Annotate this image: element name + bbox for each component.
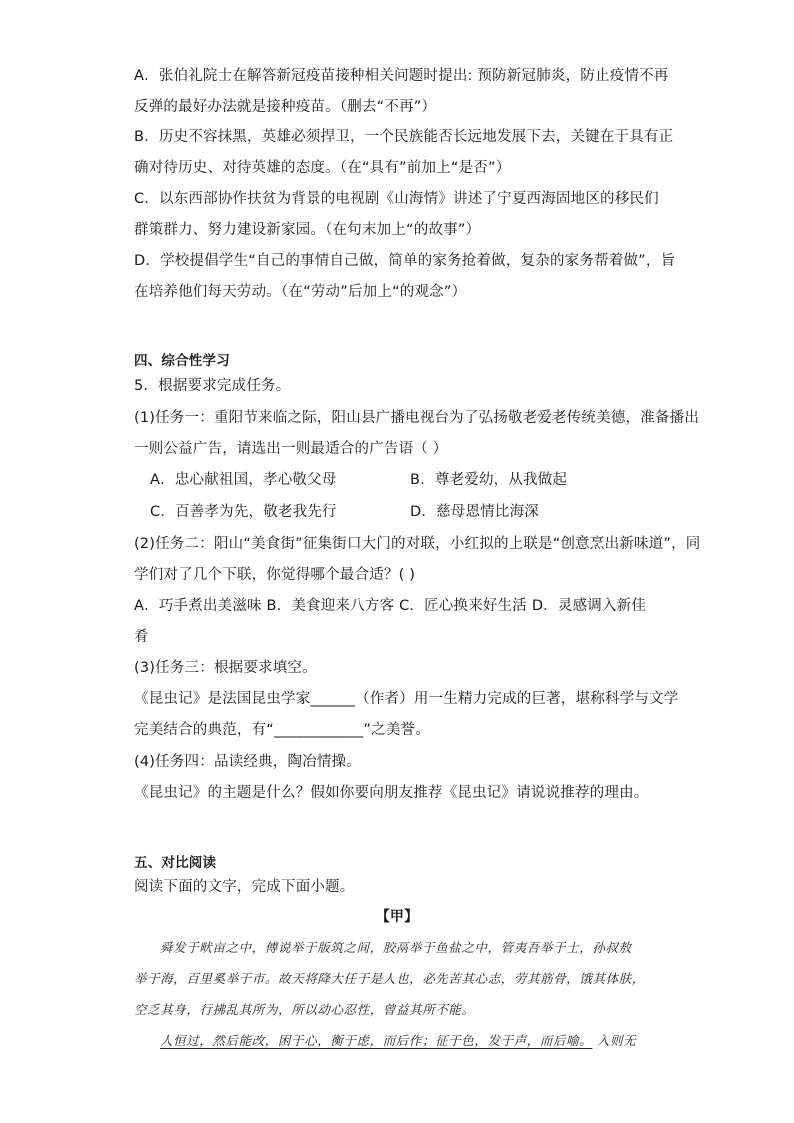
task2-options-line2: 肴 (134, 629, 149, 645)
task2-options-line1: A．巧手煮出美滋味 B．美食迎来八方客 C．匠心换来好生活 D．灵感调入新佳 (134, 598, 647, 614)
passage-title-jia: 【甲】 (375, 909, 419, 925)
task4-prompt: (4)任务四：品读经典，陶冶情操。 (134, 754, 361, 770)
section4-heading: 四、综合性学习 (134, 353, 230, 369)
task2-line1: (2)任务二：阳山“美食街”征集街口大门的对联，小红拟的上联是“创意烹出新味道”，同 (134, 536, 701, 552)
q4-option-b-line2: 确对待历史、对待英雄的态度。（在“具有”前加上“是否”） (134, 160, 511, 176)
q4-option-d-line2: 在培养他们每天劳动。（在“劳动”后加上“的观念”） (134, 284, 467, 300)
q4-option-b-line1: B．历史不容抹黑，英雄必须捍卫，一个民族能否长远地发展下去，关键在于具有正 (134, 129, 674, 145)
q4-option-c-line2: 群策群力、努力建设新家园。（在句末加上“的故事”） (134, 222, 481, 238)
task1-line2: 一则公益广告，请选出一则最适合的广告语（ ） (134, 441, 448, 457)
q4-option-d-line1: D．学校提倡学生“自己的事情自己做，简单的家务抢着做，复杂的家务帮着做”，旨 (134, 253, 676, 269)
task3-prompt: (3)任务三：根据要求填空。 (134, 660, 317, 676)
q4-option-c-line1: C．以东西部协作扶贫为背景的电视剧《山海情》讲述了宁夏西海固地区的移民们 (134, 191, 659, 207)
section5-instruction: 阅读下面的文字，完成下面小题。 (134, 879, 355, 895)
passage-line-3: 空乏其身，行拂乱其所为，所以动心忍性，曾益其所不能。 (134, 1002, 475, 1017)
passage-underlined-sentence: 人恒过，然后能改，困于心，衡于虑，而后作；征于色，发于声，而后喻。 (160, 1033, 593, 1048)
task1-option-d: D．慈母恩情比海深 (410, 504, 539, 520)
q4-option-a-line2: 反弹的最好办法就是接种疫苗。（删去“不再”） (134, 99, 437, 115)
q4-option-a-line1: A．张伯礼院士在解答新冠疫苗接种相关问题时提出: 预防新冠肺炎，防止疫情不再 (134, 68, 669, 84)
task1-option-b: B．尊老爱幼，从我做起 (410, 472, 568, 488)
task4-text: 《昆虫记》的主题是什么？假如你要向朋友推荐《昆虫记》请说说推荐的理由。 (134, 785, 649, 801)
task1-option-c: C．百善孝为先，敬老我先行 (150, 504, 337, 520)
q5-prompt: 5．根据要求完成任务。 (134, 378, 291, 394)
task2-line2: 学们对了几个下联，你觉得哪个最合适？( ) (134, 567, 416, 583)
task3-text-line1: 《昆虫记》是法国昆虫学家______（作者）用一生精力完成的巨著，堪称科学与文学 (134, 691, 679, 707)
passage-line-1: 舜发于畎亩之中，傅说举于版筑之间，胶鬲举于鱼盐之中，管夷吾举于士，孙叔敖 (160, 940, 632, 955)
task1-line1: (1)任务一：重阳节来临之际，阳山县广播电视台为了弘扬敬老爱老传统美德，准备播出 (134, 410, 700, 426)
section5-heading: 五、对比阅读 (134, 855, 217, 871)
task1-option-a: A．忠心献祖国，孝心敬父母 (150, 472, 337, 488)
task3-text-line2: 完美结合的典范，有“____________”之美誉。 (134, 722, 430, 738)
passage-line-4 (160, 1031, 636, 1051)
passage-line-2: 举于海，百里奚举于市。故天将降大任于是人也，必先苦其心志，劳其筋骨，饿其体肤， (134, 971, 645, 986)
passage-line-4-tail: 入则无 (596, 1033, 637, 1048)
